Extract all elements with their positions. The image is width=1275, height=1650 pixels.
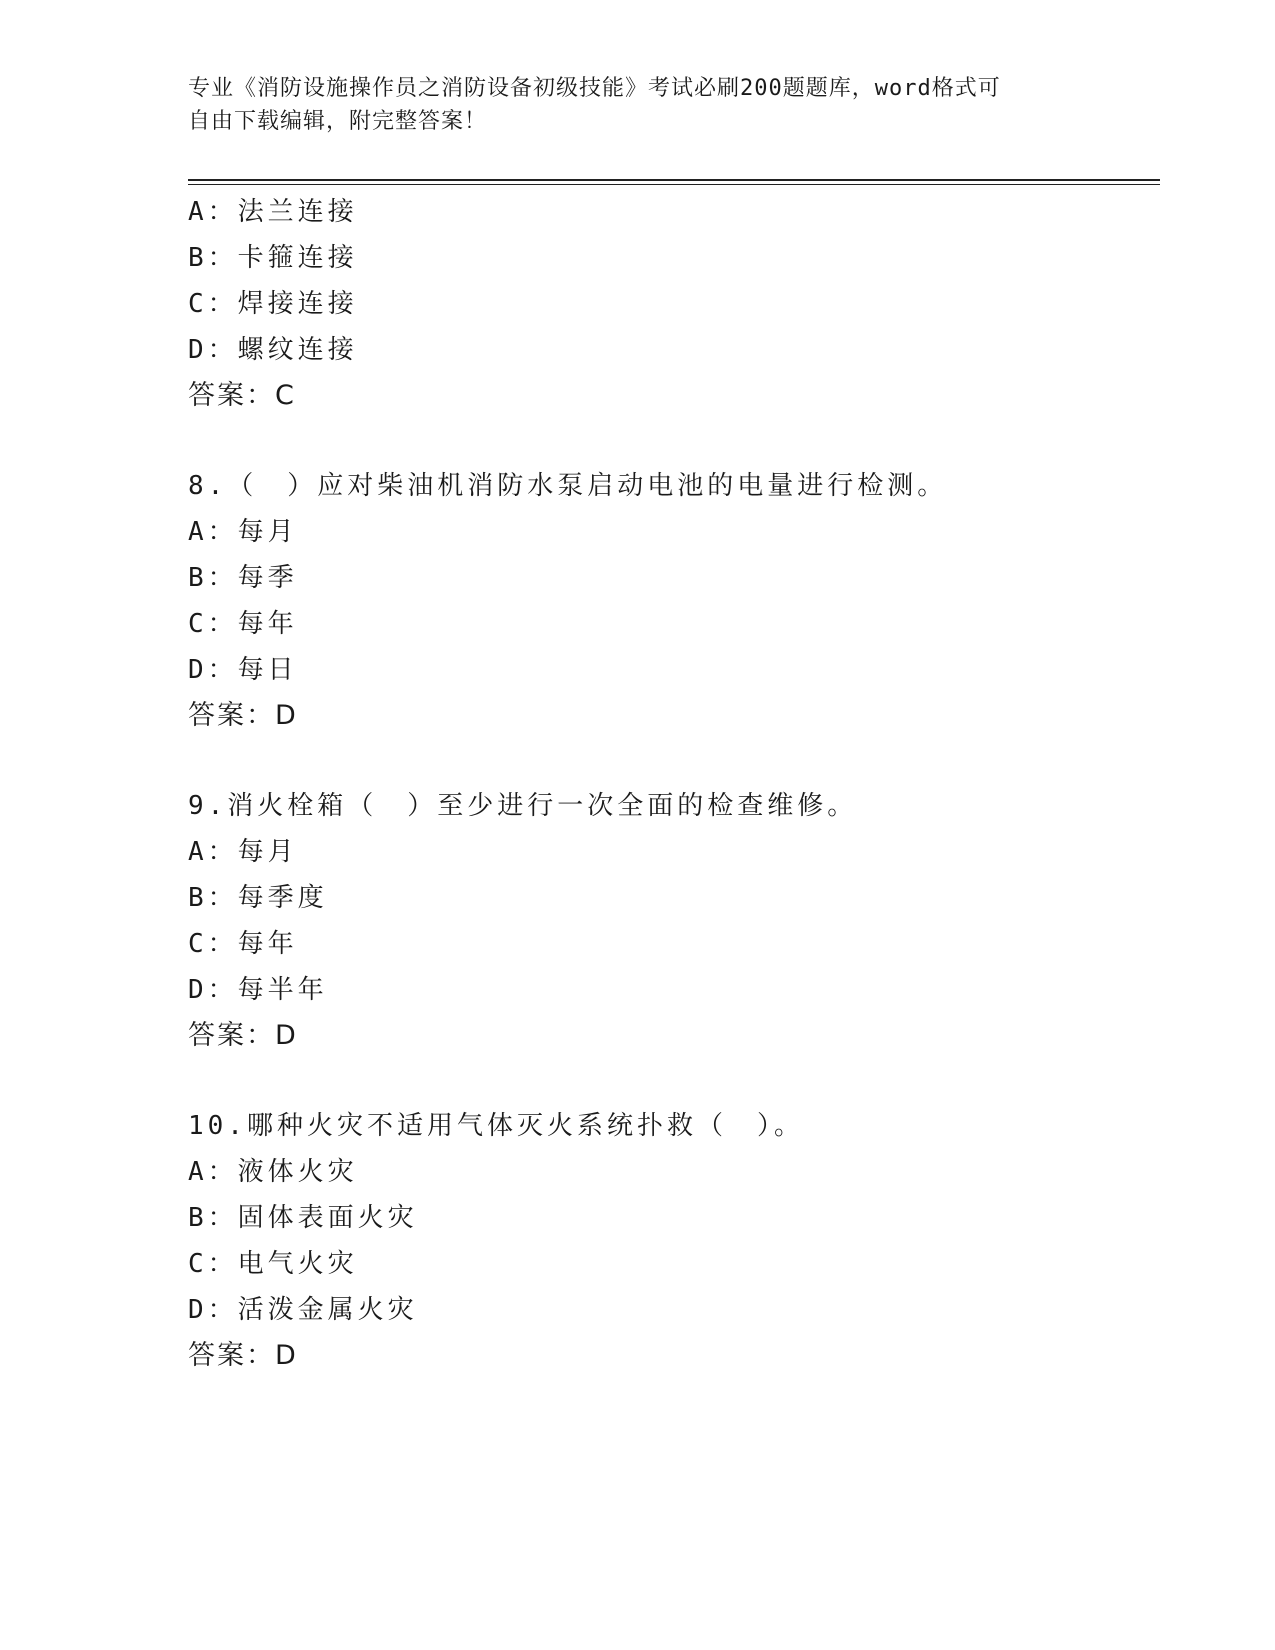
header-line-2: 自由下载编辑，附完整答案！ [188, 109, 488, 134]
answer-label: 答案：C [188, 380, 296, 411]
option-d: D：活泼金属火灾 [188, 1295, 418, 1325]
header-divider [188, 179, 1160, 185]
question-block-7 [188, 189, 1148, 419]
question-text: 8.（ ）应对柴油机消防水泵启动电池的电量进行检测。 [188, 471, 948, 501]
answer-label: 答案：D [188, 700, 298, 731]
option-c: C：电气火灾 [188, 1249, 358, 1279]
question-block-8 [188, 463, 1148, 739]
option-c: C：每年 [188, 929, 298, 959]
option-b: B：每季 [188, 563, 298, 593]
option-b: B：固体表面火灾 [188, 1203, 418, 1233]
question-list [188, 189, 1148, 1379]
option-c: C：每年 [188, 609, 298, 639]
question-block-9 [188, 783, 1148, 1059]
answer-label: 答案：D [188, 1340, 298, 1371]
option-c: C：焊接连接 [188, 289, 358, 319]
option-a: A：法兰连接 [188, 197, 358, 227]
option-a: A：每月 [188, 837, 298, 867]
option-a: A：每月 [188, 517, 298, 547]
header-line-1: 专业《消防设施操作员之消防设备初级技能》考试必刷200题题库，word格式可 [188, 76, 1001, 101]
option-a: A：液体火灾 [188, 1157, 358, 1187]
option-d: D：每日 [188, 655, 298, 685]
option-d: D：螺纹连接 [188, 335, 358, 365]
option-d: D：每半年 [188, 975, 328, 1005]
question-text: 9.消火栓箱（ ）至少进行一次全面的检查维修。 [188, 791, 858, 821]
question-block-10 [188, 1103, 1148, 1379]
answer-label: 答案：D [188, 1020, 298, 1051]
question-text: 10.哪种火灾不适用气体灭火系统扑救（ ）。 [188, 1111, 804, 1141]
option-b: B：卡箍连接 [188, 243, 358, 273]
document-header [188, 72, 1088, 138]
option-b: B：每季度 [188, 883, 328, 913]
